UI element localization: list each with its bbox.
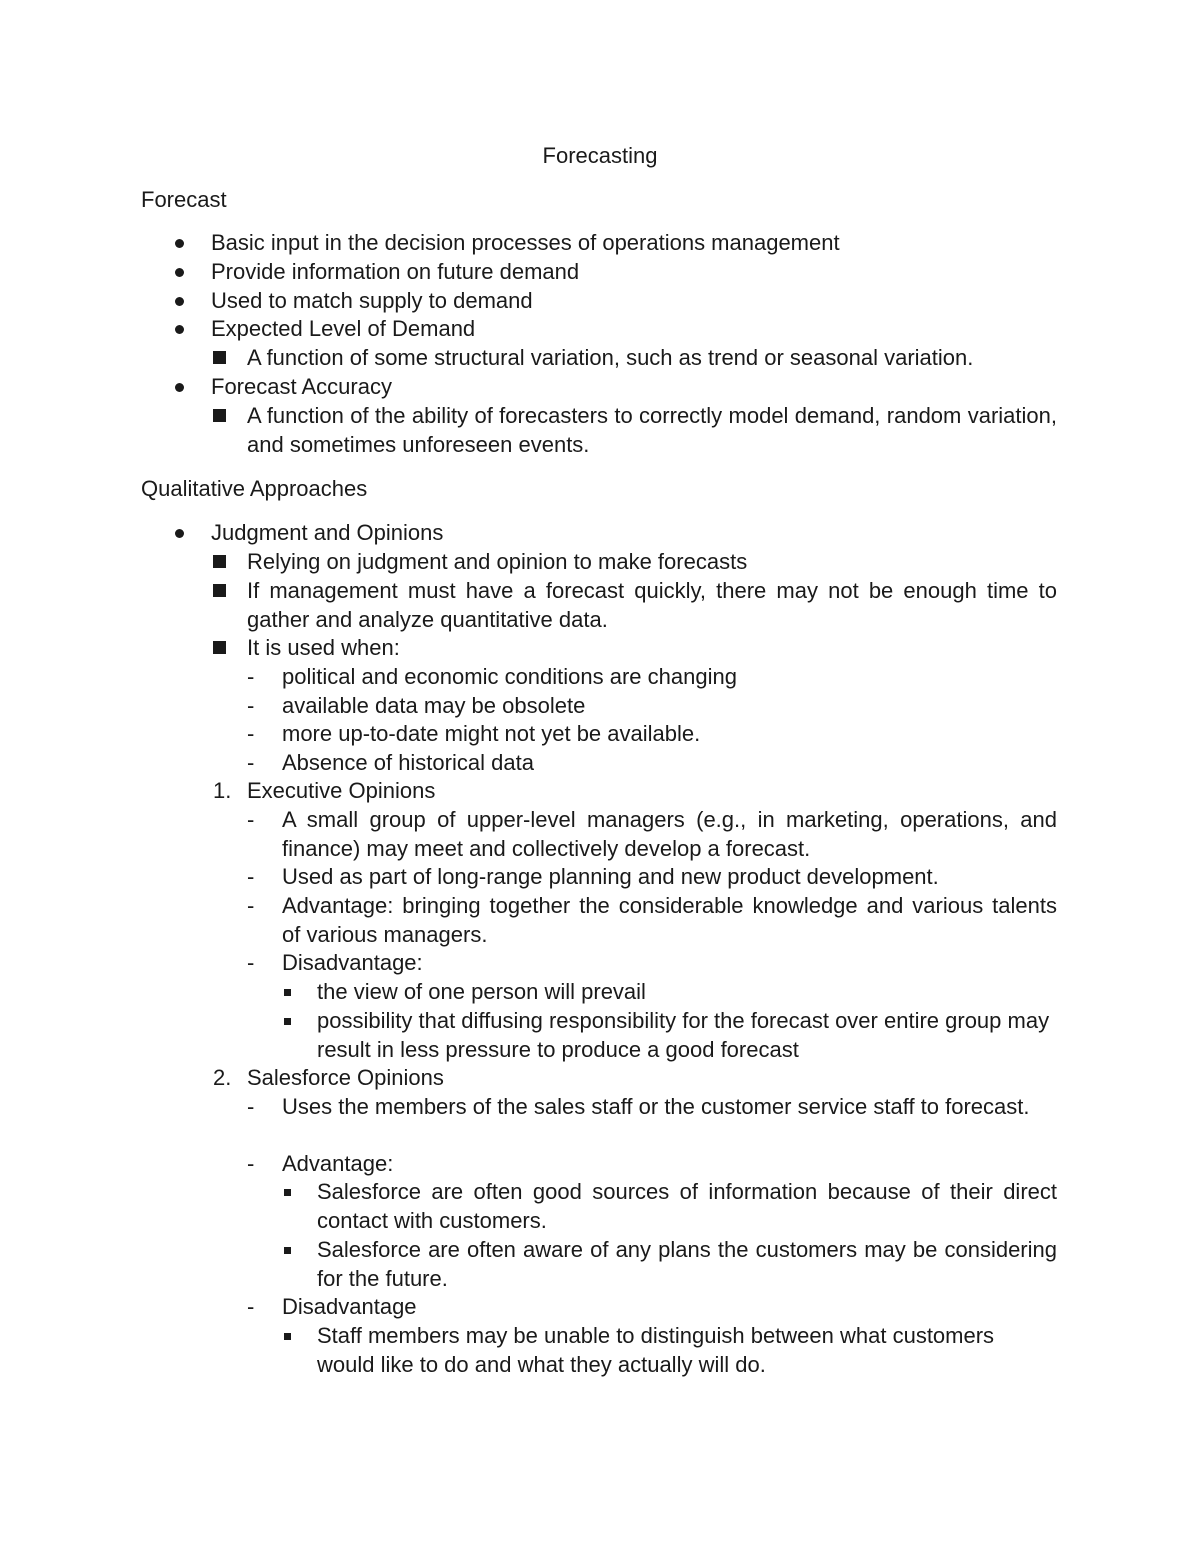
bullet-dash: - bbox=[247, 864, 255, 889]
bullet-dash: - bbox=[247, 1094, 255, 1119]
document-title: Forecasting bbox=[542, 143, 658, 168]
bullet-dash: - bbox=[247, 721, 255, 746]
bullet-square bbox=[213, 641, 226, 654]
bullet-dash: - bbox=[247, 893, 255, 918]
bullet-dash: - bbox=[247, 950, 255, 975]
bullet-square bbox=[213, 555, 226, 568]
bullet-small-square bbox=[284, 1333, 291, 1340]
bullet-dash: - bbox=[247, 693, 255, 718]
bullet-dash: - bbox=[247, 1294, 255, 1319]
bullet-disc bbox=[175, 325, 184, 334]
bullet-disc bbox=[175, 529, 184, 538]
section-heading-qualitative: Qualitative Approaches bbox=[141, 476, 368, 501]
bullet-dash: - bbox=[247, 1151, 255, 1176]
bullet-dash: - bbox=[247, 807, 255, 832]
bullet-disc bbox=[175, 268, 184, 277]
bullet-disc bbox=[175, 297, 184, 306]
bullet-dash: - bbox=[247, 664, 255, 689]
bullet-square bbox=[213, 351, 226, 364]
bullet-small-square bbox=[284, 1018, 291, 1025]
bullet-dash: - bbox=[247, 750, 255, 775]
list-number: 1. bbox=[213, 778, 232, 803]
section-heading-forecast: Forecast bbox=[141, 187, 227, 212]
bullet-disc bbox=[175, 239, 184, 248]
bullet-square bbox=[213, 584, 226, 597]
bullet-square bbox=[213, 409, 226, 422]
bullet-disc bbox=[175, 383, 184, 392]
list-number: 2. bbox=[213, 1065, 232, 1090]
bullet-small-square bbox=[284, 1189, 291, 1196]
bullet-small-square bbox=[284, 989, 291, 996]
document-page: Forecasting Forecast Basic input in the decision processes of operations management Provide information on future demand Used to match supply to demand Expected Level of Demand A function of some structural variation, such as trend or seasonal variation. Forecast Accuracy A function of the ability of forecasters to correctly model demand, random variation, and sometimes unforeseen events. Qualitative Approaches Judgment and Opinions Relying on judgment and opinion to make forecasts If management must have a forecast quickly, there may not be enough time to gather and analyze quantitative data. It is used when: - political and economic conditions are changing - available data may be obsolete - more up-to-date might not yet be available. - Absence of historical data 1. Executive Opinions - A small group of upper-level managers (e.g., in marketing, operations, and finance) may meet and collectively develop a forecast. - Used as part of long-range planning and new product development. - Advantage: bringing together the considerable knowledge and various talents of various managers. - Disadvantage: the view of one person will prevail possibility that diffusing responsibility for the forecast over entire group may result in less pressure to produce a good forecast 2. Salesforce Opinions - Uses the members of the sales staff or the customer service staff to forecast. - Advantage: Salesforce are often good sources of information because of their direct contact with customers. Salesforce are often aware of any plans the customers may be considering for the future. - Disadvantage Staff members may be unable to distinguish between what customers would like to do and what they actually will do. bbox=[0, 0, 1200, 1553]
bullet-small-square bbox=[284, 1247, 291, 1254]
